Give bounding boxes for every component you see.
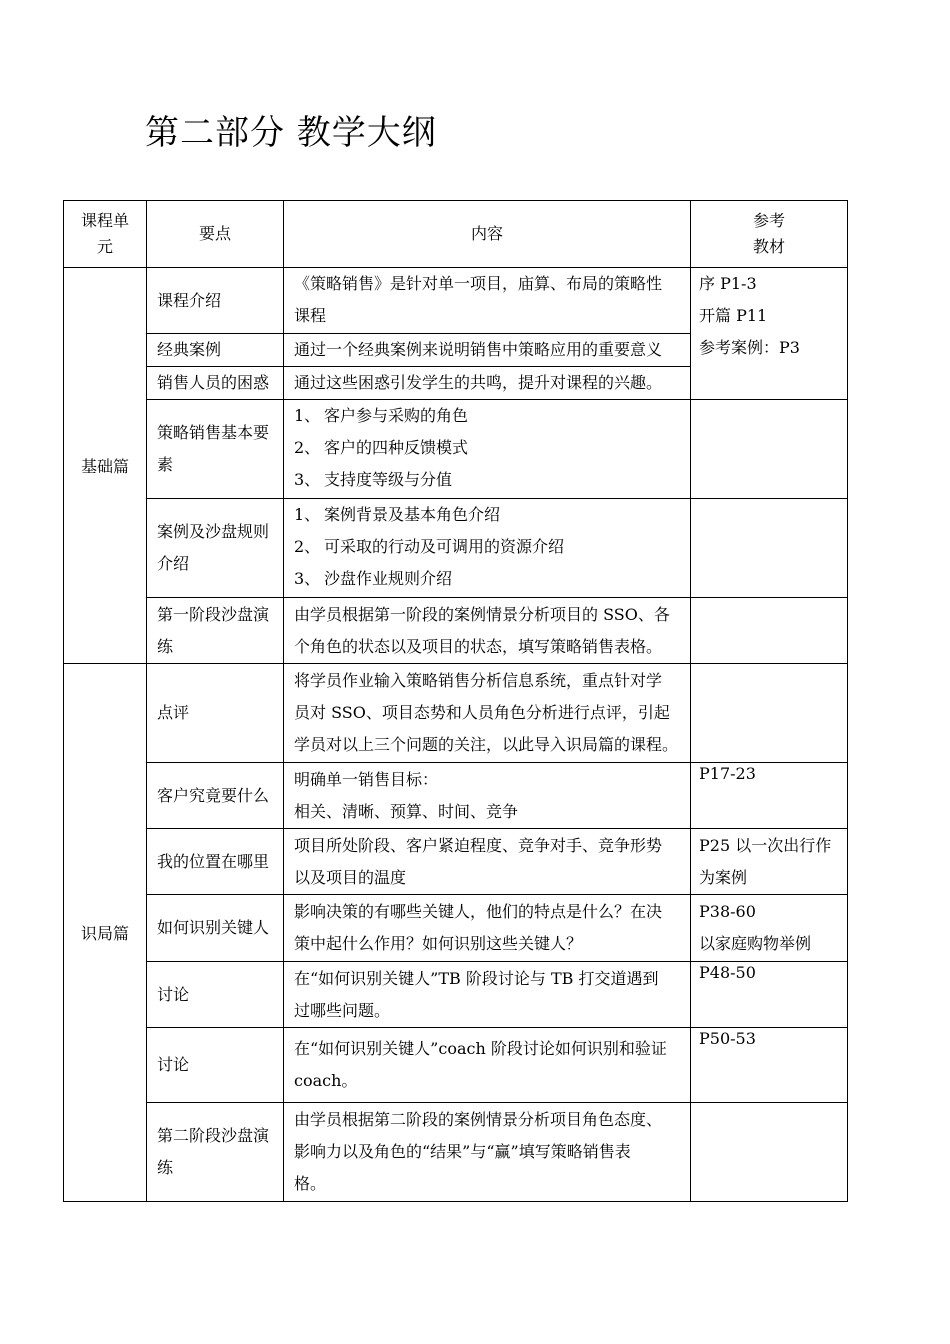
list-text: 支持度等级与分值 [324, 470, 453, 489]
content-line: 员对 SSO、项目态势和人员角色分析进行点评，引起 [294, 703, 670, 722]
content-cell [284, 1103, 691, 1202]
content-line: 在“如何识别关键人”coach 阶段讨论如何识别和验证 [294, 1039, 667, 1058]
content-cell [284, 400, 691, 499]
header-unit [64, 201, 147, 268]
content-cell: 通过一个经典案例来说明销售中策略应用的重要意义 [284, 334, 691, 367]
content-cell [284, 268, 691, 334]
point-cell: 如何识别关键人 [147, 895, 284, 962]
header-reference-line: 参考 [752, 211, 785, 230]
header-unit-line: 元 [96, 237, 113, 256]
header-content: 内容 [284, 201, 691, 268]
table-row [64, 268, 848, 334]
content-cell [284, 763, 691, 829]
list-item [294, 464, 684, 496]
table-row [64, 400, 848, 499]
reference-cell [691, 763, 848, 829]
point-cell: 案例及沙盘规则介绍 [147, 499, 284, 598]
list-text: 可采取的行动及可调用的资源介绍 [324, 537, 565, 556]
reference-line: 为案例 [699, 867, 748, 887]
reference-line: 序 P1-3 [699, 274, 757, 293]
list-number: 3、 [294, 569, 321, 588]
point-cell: 经典案例 [147, 334, 284, 367]
table-row [64, 1103, 848, 1202]
reference-cell [691, 499, 848, 598]
list-text: 沙盘作业规则介绍 [324, 569, 453, 588]
table-row [64, 895, 848, 962]
content-cell [284, 1028, 691, 1103]
list-text: 客户的四种反馈模式 [324, 438, 469, 457]
content-line: 在“如何识别关键人”TB 阶段讨论与 TB 打交道遇到 [294, 968, 659, 988]
reference-cell [691, 962, 848, 1028]
list-number: 1、 [294, 406, 321, 425]
header-point: 要点 [147, 201, 284, 268]
content-line: 项目所处阶段、客户紧迫程度、竞争对手、竞争形势 [294, 835, 663, 855]
reference-line: P50-53 [699, 1029, 756, 1048]
point-cell: 课程介绍 [147, 268, 284, 334]
content-line: 影响力以及角色的“结果”与“赢”填写策略销售表 [294, 1142, 631, 1161]
header-unit-line: 课程单 [80, 211, 129, 230]
table-row [64, 763, 848, 829]
content-line: coach。 [294, 1071, 358, 1090]
list-item [294, 531, 684, 563]
reference-line: P38-60 [699, 902, 756, 921]
list-item [294, 432, 684, 464]
table-row [64, 664, 848, 763]
header-row [64, 201, 848, 268]
point-cell: 点评 [147, 664, 284, 763]
reference-cell [691, 664, 848, 763]
list-item [294, 499, 684, 531]
content-line: 格。 [294, 1174, 327, 1193]
content-line: 相关、清晰、预算、时间、竞争 [294, 801, 519, 821]
content-cell [284, 664, 691, 763]
list-number: 2、 [294, 438, 321, 457]
reference-cell [691, 598, 848, 664]
content-line: 以及项目的温度 [294, 867, 407, 887]
point-cell: 第一阶段沙盘演练 [147, 598, 284, 664]
list-item [294, 400, 684, 432]
content-line: 明确单一销售目标： [294, 769, 439, 789]
content-line: 过哪些问题。 [294, 1000, 391, 1020]
reference-line: 参考案例：P3 [699, 338, 800, 357]
reference-line: P48-50 [699, 963, 756, 982]
content-cell: 通过这些困惑引发学生的共鸣，提升对课程的兴趣。 [284, 367, 691, 400]
content-cell [284, 598, 691, 664]
syllabus-table [63, 200, 848, 1202]
list-number: 3、 [294, 470, 321, 489]
table-row [64, 1028, 848, 1103]
content-cell [284, 895, 691, 962]
unit-cell-situation: 识局篇 [64, 664, 147, 1202]
point-cell: 客户究竟要什么 [147, 763, 284, 829]
reference-cell [691, 268, 848, 400]
content-line: 学员对以上三个问题的关注，以此导入识局篇的课程。 [294, 735, 679, 754]
list-number: 2、 [294, 537, 321, 556]
reference-cell [691, 895, 848, 962]
list-item [294, 563, 684, 595]
content-line: 由学员根据第一阶段的案例情景分析项目的 SSO、各 [294, 604, 670, 624]
reference-line: P17-23 [699, 764, 756, 783]
content-cell [284, 499, 691, 598]
reference-cell [691, 1103, 848, 1202]
table-row [64, 499, 848, 598]
point-cell: 讨论 [147, 1028, 284, 1103]
list-number: 1、 [294, 505, 321, 524]
content-line: 由学员根据第二阶段的案例情景分析项目角色态度、 [294, 1110, 663, 1129]
reference-cell [691, 1028, 848, 1103]
page-title: 第二部分 教学大纲 [145, 113, 437, 153]
list-text: 客户参与采购的角色 [324, 406, 469, 425]
content-line: 《策略销售》是针对单一项目，庙算、布局的策略性 [294, 274, 663, 293]
header-reference-line: 教材 [752, 237, 785, 256]
point-cell: 第二阶段沙盘演练 [147, 1103, 284, 1202]
unit-cell-basics: 基础篇 [64, 268, 147, 664]
list-text: 案例背景及基本角色介绍 [324, 505, 501, 524]
content-line: 课程 [294, 306, 327, 325]
content-line: 个角色的状态以及项目的状态，填写策略销售表格。 [294, 636, 663, 656]
point-cell: 销售人员的困惑 [147, 367, 284, 400]
content-line: 策中起什么作用？如何识别这些关键人？ [294, 934, 583, 953]
content-cell [284, 829, 691, 895]
reference-cell [691, 829, 848, 895]
point-cell: 策略销售基本要素 [147, 400, 284, 499]
content-line: 影响决策的有哪些关键人，他们的特点是什么？在决 [294, 902, 663, 921]
point-cell: 我的位置在哪里 [147, 829, 284, 895]
point-cell: 讨论 [147, 962, 284, 1028]
content-line: 将学员作业输入策略销售分析信息系统，重点针对学 [294, 671, 663, 690]
reference-line: 开篇 P11 [699, 306, 768, 325]
content-cell [284, 962, 691, 1028]
header-reference [691, 201, 848, 268]
table-row [64, 598, 848, 664]
table-row [64, 829, 848, 895]
reference-cell [691, 400, 848, 499]
reference-line: P25 以一次出行作 [699, 835, 832, 855]
table-row [64, 962, 848, 1028]
reference-line: 以家庭购物举例 [699, 934, 812, 953]
